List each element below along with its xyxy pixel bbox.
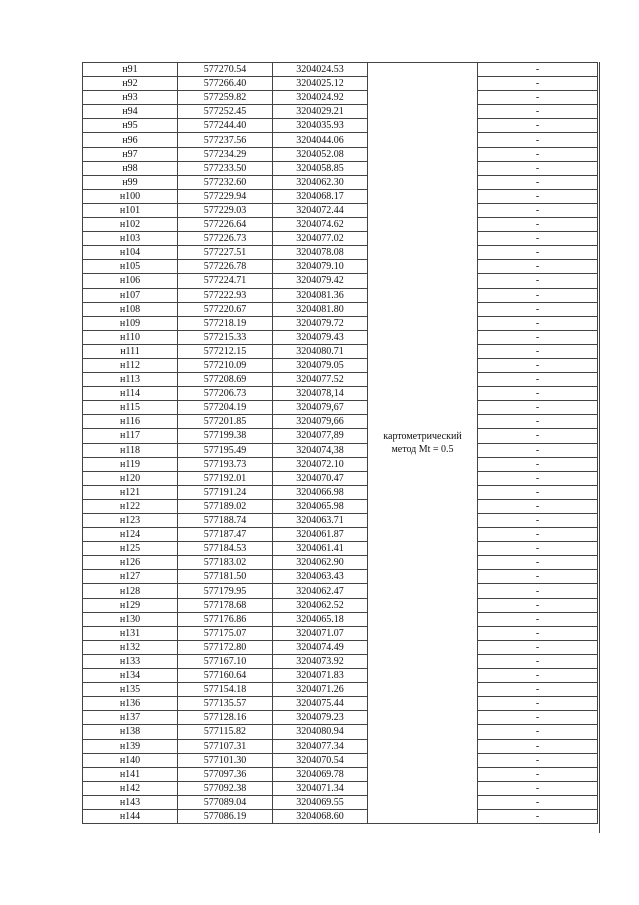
point-name-cell: н106 — [83, 274, 178, 288]
point-name-cell: н131 — [83, 626, 178, 640]
x-coordinate-cell: 577193.73 — [178, 457, 273, 471]
extra-value-cell: - — [478, 528, 598, 542]
table-row — [83, 344, 598, 358]
x-coordinate-cell: 577210.09 — [178, 358, 273, 372]
extra-value-cell: - — [478, 189, 598, 203]
point-name-cell: н103 — [83, 232, 178, 246]
point-name-cell: н95 — [83, 119, 178, 133]
point-name-cell: н124 — [83, 528, 178, 542]
table-row — [83, 443, 598, 457]
table-row — [83, 669, 598, 683]
point-name-cell: н100 — [83, 189, 178, 203]
extra-value-cell: - — [478, 246, 598, 260]
x-coordinate-cell: 577232.60 — [178, 175, 273, 189]
y-coordinate-cell: 3204068.60 — [273, 809, 368, 823]
point-name-cell: н136 — [83, 697, 178, 711]
table-row — [83, 570, 598, 584]
x-coordinate-cell: 577179.95 — [178, 584, 273, 598]
table-row — [83, 373, 598, 387]
extra-value-cell: - — [478, 415, 598, 429]
point-name-cell: н105 — [83, 260, 178, 274]
extra-value-cell: - — [478, 556, 598, 570]
y-coordinate-cell: 3204080.71 — [273, 344, 368, 358]
extra-value-cell: - — [478, 288, 598, 302]
table-row — [83, 457, 598, 471]
y-coordinate-cell: 3204066.98 — [273, 485, 368, 499]
y-coordinate-cell: 3204074,38 — [273, 443, 368, 457]
y-coordinate-cell: 3204024.53 — [273, 63, 368, 77]
x-coordinate-cell: 577234.29 — [178, 147, 273, 161]
y-coordinate-cell: 3204079,67 — [273, 401, 368, 415]
table-row — [83, 485, 598, 499]
extra-value-cell: - — [478, 401, 598, 415]
x-coordinate-cell: 577195.49 — [178, 443, 273, 457]
y-coordinate-cell: 3204071.83 — [273, 669, 368, 683]
table-row — [83, 77, 598, 91]
x-coordinate-cell: 577226.73 — [178, 232, 273, 246]
x-coordinate-cell: 577226.64 — [178, 218, 273, 232]
point-name-cell: н116 — [83, 415, 178, 429]
y-coordinate-cell: 3204075.44 — [273, 697, 368, 711]
extra-value-cell: - — [478, 344, 598, 358]
y-coordinate-cell: 3204052.08 — [273, 147, 368, 161]
point-name-cell: н91 — [83, 63, 178, 77]
y-coordinate-cell: 3204077.02 — [273, 232, 368, 246]
extra-value-cell: - — [478, 274, 598, 288]
y-coordinate-cell: 3204073.92 — [273, 654, 368, 668]
point-name-cell: н97 — [83, 147, 178, 161]
table-row — [83, 697, 598, 711]
extra-value-cell: - — [478, 767, 598, 781]
extra-value-cell: - — [478, 373, 598, 387]
table-row — [83, 161, 598, 175]
extra-value-cell: - — [478, 105, 598, 119]
x-coordinate-cell: 577204.19 — [178, 401, 273, 415]
y-coordinate-cell: 3204071.34 — [273, 781, 368, 795]
extra-value-cell: - — [478, 119, 598, 133]
extra-value-cell: - — [478, 358, 598, 372]
y-coordinate-cell: 3204081.36 — [273, 288, 368, 302]
point-name-cell: н93 — [83, 91, 178, 105]
table-row — [83, 133, 598, 147]
extra-value-cell: - — [478, 626, 598, 640]
x-coordinate-cell: 577220.67 — [178, 302, 273, 316]
table-row — [83, 147, 598, 161]
extra-value-cell: - — [478, 471, 598, 485]
table-row — [83, 316, 598, 330]
y-coordinate-cell: 3204077,89 — [273, 429, 368, 443]
x-coordinate-cell: 577191.24 — [178, 485, 273, 499]
y-coordinate-cell: 3204062.30 — [273, 175, 368, 189]
table-row — [83, 795, 598, 809]
x-coordinate-cell: 577199.38 — [178, 429, 273, 443]
point-name-cell: н121 — [83, 485, 178, 499]
table-row — [83, 401, 598, 415]
y-coordinate-cell: 3204079.10 — [273, 260, 368, 274]
point-name-cell: н109 — [83, 316, 178, 330]
coordinates-table-body — [83, 63, 598, 824]
extra-value-cell: - — [478, 443, 598, 457]
point-name-cell: н117 — [83, 429, 178, 443]
y-coordinate-cell: 3204079.72 — [273, 316, 368, 330]
x-coordinate-cell: 577226.78 — [178, 260, 273, 274]
point-name-cell: н142 — [83, 781, 178, 795]
table-row — [83, 612, 598, 626]
y-coordinate-cell: 3204072.44 — [273, 203, 368, 217]
table-row — [83, 809, 598, 823]
y-coordinate-cell: 3204079.05 — [273, 358, 368, 372]
x-coordinate-cell: 577218.19 — [178, 316, 273, 330]
table-row — [83, 232, 598, 246]
y-coordinate-cell: 3204063.43 — [273, 570, 368, 584]
point-name-cell: н137 — [83, 711, 178, 725]
extra-value-cell: - — [478, 683, 598, 697]
y-coordinate-cell: 3204074.49 — [273, 640, 368, 654]
table-row — [83, 711, 598, 725]
table-row — [83, 542, 598, 556]
y-coordinate-cell: 3204062.47 — [273, 584, 368, 598]
x-coordinate-cell: 577229.94 — [178, 189, 273, 203]
point-name-cell: н132 — [83, 640, 178, 654]
y-coordinate-cell: 3204079,66 — [273, 415, 368, 429]
point-name-cell: н92 — [83, 77, 178, 91]
x-coordinate-cell: 577115.82 — [178, 725, 273, 739]
point-name-cell: н110 — [83, 330, 178, 344]
table-row — [83, 725, 598, 739]
extra-value-cell: - — [478, 640, 598, 654]
y-coordinate-cell: 3204070.54 — [273, 753, 368, 767]
x-coordinate-cell: 577270.54 — [178, 63, 273, 77]
point-name-cell: н113 — [83, 373, 178, 387]
table-row — [83, 528, 598, 542]
point-name-cell: н98 — [83, 161, 178, 175]
point-name-cell: н120 — [83, 471, 178, 485]
table-row — [83, 556, 598, 570]
point-name-cell: н96 — [83, 133, 178, 147]
point-name-cell: н127 — [83, 570, 178, 584]
extra-value-cell: - — [478, 147, 598, 161]
x-coordinate-cell: 577215.33 — [178, 330, 273, 344]
y-coordinate-cell: 3204062.52 — [273, 598, 368, 612]
table-row — [83, 119, 598, 133]
y-coordinate-cell: 3204070.47 — [273, 471, 368, 485]
table-row — [83, 189, 598, 203]
extra-value-cell: - — [478, 739, 598, 753]
y-coordinate-cell: 3204069.55 — [273, 795, 368, 809]
extra-value-cell: - — [478, 260, 598, 274]
x-coordinate-cell: 577181.50 — [178, 570, 273, 584]
point-name-cell: н104 — [83, 246, 178, 260]
y-coordinate-cell: 3204058.85 — [273, 161, 368, 175]
point-name-cell: н119 — [83, 457, 178, 471]
point-name-cell: н138 — [83, 725, 178, 739]
extra-value-cell: - — [478, 485, 598, 499]
table-row — [83, 260, 598, 274]
point-name-cell: н112 — [83, 358, 178, 372]
extra-value-cell: - — [478, 387, 598, 401]
table-row — [83, 63, 598, 77]
point-name-cell: н94 — [83, 105, 178, 119]
table-row — [83, 91, 598, 105]
y-coordinate-cell: 3204068.17 — [273, 189, 368, 203]
extra-value-cell: - — [478, 457, 598, 471]
x-coordinate-cell: 577266.40 — [178, 77, 273, 91]
extra-value-cell: - — [478, 63, 598, 77]
y-coordinate-cell: 3204080.94 — [273, 725, 368, 739]
x-coordinate-cell: 577184.53 — [178, 542, 273, 556]
y-coordinate-cell: 3204029.21 — [273, 105, 368, 119]
table-row — [83, 781, 598, 795]
extra-value-cell: - — [478, 654, 598, 668]
page-right-border-line — [599, 62, 600, 833]
x-coordinate-cell: 577188.74 — [178, 514, 273, 528]
point-name-cell: н107 — [83, 288, 178, 302]
point-name-cell: н123 — [83, 514, 178, 528]
x-coordinate-cell: 577175.07 — [178, 626, 273, 640]
point-name-cell: н141 — [83, 767, 178, 781]
y-coordinate-cell: 3204061.41 — [273, 542, 368, 556]
extra-value-cell: - — [478, 598, 598, 612]
y-coordinate-cell: 3204065.98 — [273, 499, 368, 513]
table-row — [83, 753, 598, 767]
x-coordinate-cell: 577178.68 — [178, 598, 273, 612]
table-row — [83, 598, 598, 612]
table-row — [83, 471, 598, 485]
point-name-cell: н115 — [83, 401, 178, 415]
table-row — [83, 105, 598, 119]
extra-value-cell: - — [478, 499, 598, 513]
y-coordinate-cell: 3204069.78 — [273, 767, 368, 781]
x-coordinate-cell: 577224.71 — [178, 274, 273, 288]
x-coordinate-cell: 577227.51 — [178, 246, 273, 260]
extra-value-cell: - — [478, 330, 598, 344]
x-coordinate-cell: 577237.56 — [178, 133, 273, 147]
point-name-cell: н125 — [83, 542, 178, 556]
point-name-cell: н128 — [83, 584, 178, 598]
extra-value-cell: - — [478, 203, 598, 217]
table-row — [83, 218, 598, 232]
method-text-line2: метод Mt = 0.5 — [391, 444, 454, 456]
y-coordinate-cell: 3204065.18 — [273, 612, 368, 626]
extra-value-cell: - — [478, 232, 598, 246]
table-row — [83, 274, 598, 288]
extra-value-cell: - — [478, 669, 598, 683]
table-row — [83, 415, 598, 429]
x-coordinate-cell: 577154.18 — [178, 683, 273, 697]
extra-value-cell: - — [478, 711, 598, 725]
y-coordinate-cell: 3204044.06 — [273, 133, 368, 147]
table-row — [83, 203, 598, 217]
x-coordinate-cell: 577107.31 — [178, 739, 273, 753]
y-coordinate-cell: 3204061.87 — [273, 528, 368, 542]
method-cell — [368, 63, 478, 824]
x-coordinate-cell: 577206.73 — [178, 387, 273, 401]
extra-value-cell: - — [478, 302, 598, 316]
point-name-cell: н99 — [83, 175, 178, 189]
x-coordinate-cell: 577160.64 — [178, 669, 273, 683]
point-name-cell: н102 — [83, 218, 178, 232]
x-coordinate-cell: 577201.85 — [178, 415, 273, 429]
extra-value-cell: - — [478, 612, 598, 626]
y-coordinate-cell: 3204063.71 — [273, 514, 368, 528]
point-name-cell: н111 — [83, 344, 178, 358]
x-coordinate-cell: 577222.93 — [178, 288, 273, 302]
point-name-cell: н126 — [83, 556, 178, 570]
point-name-cell: н134 — [83, 669, 178, 683]
extra-value-cell: - — [478, 91, 598, 105]
table-row — [83, 429, 598, 443]
extra-value-cell: - — [478, 77, 598, 91]
extra-value-cell: - — [478, 218, 598, 232]
table-row — [83, 246, 598, 260]
x-coordinate-cell: 577233.50 — [178, 161, 273, 175]
extra-value-cell: - — [478, 795, 598, 809]
x-coordinate-cell: 577187.47 — [178, 528, 273, 542]
x-coordinate-cell: 577128.16 — [178, 711, 273, 725]
point-name-cell: н101 — [83, 203, 178, 217]
y-coordinate-cell: 3204071.26 — [273, 683, 368, 697]
table-row — [83, 654, 598, 668]
y-coordinate-cell: 3204078,14 — [273, 387, 368, 401]
coordinates-table — [82, 62, 598, 824]
extra-value-cell: - — [478, 809, 598, 823]
x-coordinate-cell: 577229.03 — [178, 203, 273, 217]
extra-value-cell: - — [478, 514, 598, 528]
point-name-cell: н135 — [83, 683, 178, 697]
extra-value-cell: - — [478, 781, 598, 795]
extra-value-cell: - — [478, 697, 598, 711]
extra-value-cell: - — [478, 133, 598, 147]
y-coordinate-cell: 3204074.62 — [273, 218, 368, 232]
x-coordinate-cell: 577089.04 — [178, 795, 273, 809]
y-coordinate-cell: 3204079.42 — [273, 274, 368, 288]
x-coordinate-cell: 577101.30 — [178, 753, 273, 767]
point-name-cell: н144 — [83, 809, 178, 823]
point-name-cell: н118 — [83, 443, 178, 457]
y-coordinate-cell: 3204077.52 — [273, 373, 368, 387]
x-coordinate-cell: 577192.01 — [178, 471, 273, 485]
table-row — [83, 514, 598, 528]
y-coordinate-cell: 3204025.12 — [273, 77, 368, 91]
y-coordinate-cell: 3204071.07 — [273, 626, 368, 640]
table-row — [83, 175, 598, 189]
table-row — [83, 640, 598, 654]
extra-value-cell: - — [478, 316, 598, 330]
extra-value-cell: - — [478, 542, 598, 556]
table-row — [83, 302, 598, 316]
x-coordinate-cell: 577244.40 — [178, 119, 273, 133]
y-coordinate-cell: 3204079.23 — [273, 711, 368, 725]
x-coordinate-cell: 577135.57 — [178, 697, 273, 711]
y-coordinate-cell: 3204024.92 — [273, 91, 368, 105]
extra-value-cell: - — [478, 753, 598, 767]
x-coordinate-cell: 577208.69 — [178, 373, 273, 387]
x-coordinate-cell: 577097.36 — [178, 767, 273, 781]
table-row — [83, 767, 598, 781]
table-row — [83, 683, 598, 697]
point-name-cell: н114 — [83, 387, 178, 401]
y-coordinate-cell: 3204062.90 — [273, 556, 368, 570]
point-name-cell: н129 — [83, 598, 178, 612]
point-name-cell: н143 — [83, 795, 178, 809]
point-name-cell: н130 — [83, 612, 178, 626]
x-coordinate-cell: 577172.80 — [178, 640, 273, 654]
table-row — [83, 584, 598, 598]
x-coordinate-cell: 577189.02 — [178, 499, 273, 513]
y-coordinate-cell: 3204072.10 — [273, 457, 368, 471]
method-text-line1: картометрический — [383, 431, 462, 443]
extra-value-cell: - — [478, 725, 598, 739]
table-row — [83, 330, 598, 344]
x-coordinate-cell: 577259.82 — [178, 91, 273, 105]
x-coordinate-cell: 577092.38 — [178, 781, 273, 795]
point-name-cell: н139 — [83, 739, 178, 753]
table-row — [83, 358, 598, 372]
extra-value-cell: - — [478, 584, 598, 598]
table-row — [83, 288, 598, 302]
point-name-cell: н108 — [83, 302, 178, 316]
x-coordinate-cell: 577183.02 — [178, 556, 273, 570]
x-coordinate-cell: 577212.15 — [178, 344, 273, 358]
extra-value-cell: - — [478, 429, 598, 443]
extra-value-cell: - — [478, 570, 598, 584]
x-coordinate-cell: 577086.19 — [178, 809, 273, 823]
y-coordinate-cell: 3204079.43 — [273, 330, 368, 344]
y-coordinate-cell: 3204081.80 — [273, 302, 368, 316]
x-coordinate-cell: 577176.86 — [178, 612, 273, 626]
y-coordinate-cell: 3204078.08 — [273, 246, 368, 260]
point-name-cell: н133 — [83, 654, 178, 668]
extra-value-cell: - — [478, 175, 598, 189]
table-row — [83, 626, 598, 640]
table-row — [83, 739, 598, 753]
x-coordinate-cell: 577167.10 — [178, 654, 273, 668]
coordinates-table-container — [82, 62, 598, 824]
x-coordinate-cell: 577252.45 — [178, 105, 273, 119]
extra-value-cell: - — [478, 161, 598, 175]
table-row — [83, 499, 598, 513]
table-row — [83, 387, 598, 401]
point-name-cell: н122 — [83, 499, 178, 513]
point-name-cell: н140 — [83, 753, 178, 767]
y-coordinate-cell: 3204035.93 — [273, 119, 368, 133]
y-coordinate-cell: 3204077.34 — [273, 739, 368, 753]
